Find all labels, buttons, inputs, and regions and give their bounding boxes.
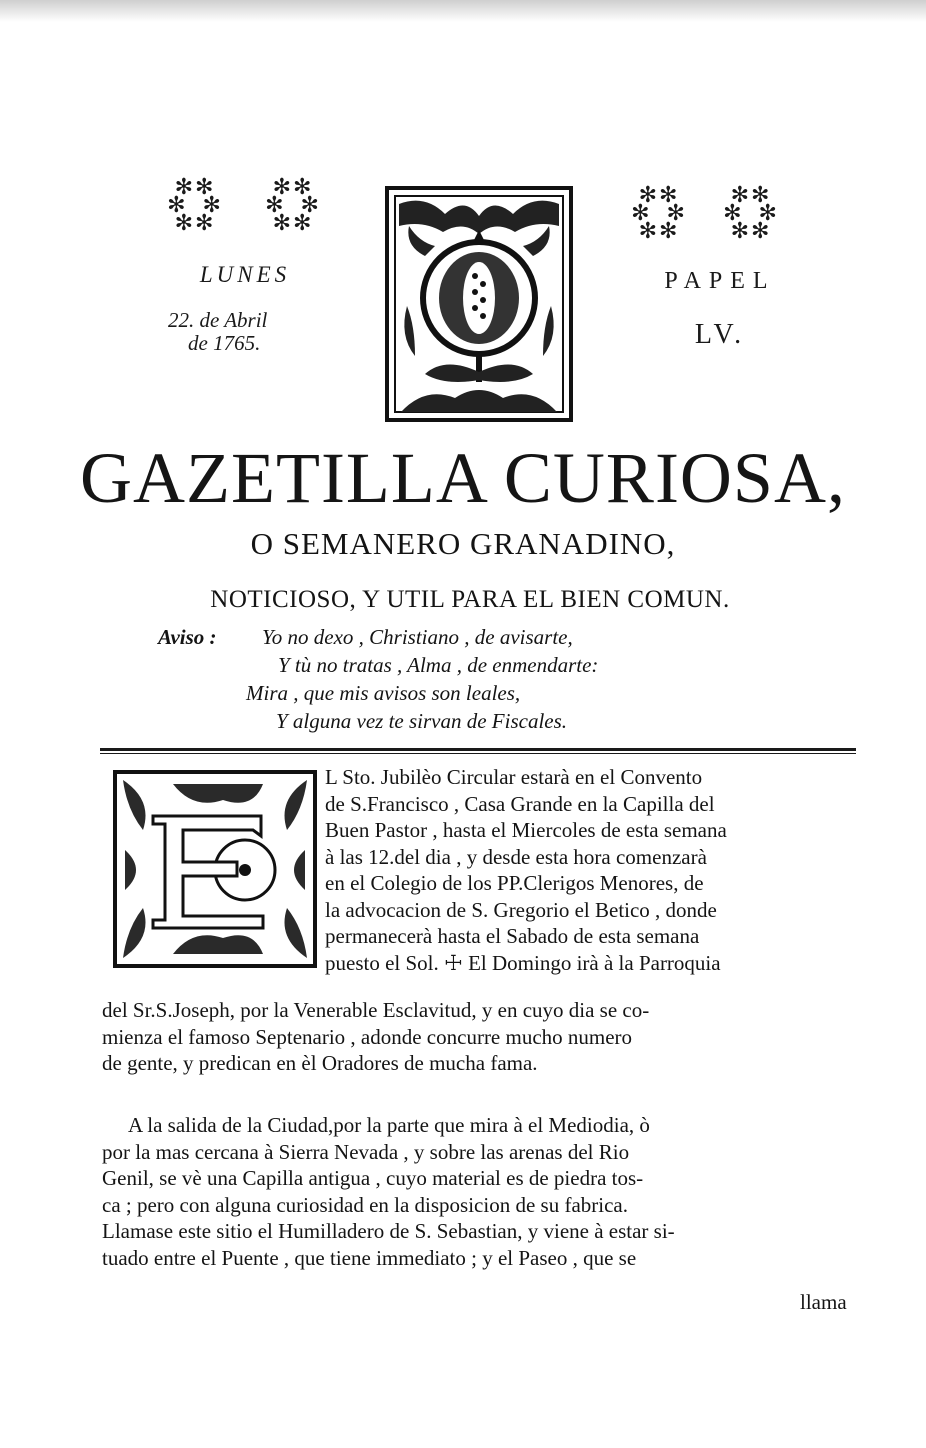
- pomegranate-woodcut: [385, 186, 573, 422]
- divider: [100, 753, 856, 754]
- divider: [100, 748, 856, 751]
- catchword: llama: [800, 1290, 847, 1314]
- issue-date: [160, 262, 330, 356]
- text-line: Genil, se vè una Capilla antigua , cuyo material es de piedra tos-: [102, 1166, 644, 1190]
- aviso-label: Aviso :: [158, 625, 217, 649]
- issue-date-line1: 22. de Abril: [168, 308, 268, 332]
- text-line: por la mas cercana à Sierra Nevada , y sobre las arenas del Rio: [102, 1139, 630, 1164]
- verse-line: Yo no dexo , Christiano , de avisarte,: [262, 625, 573, 649]
- page-tagline: NOTICIOSO, Y UTIL PARA EL BIEN COMUN.: [210, 586, 730, 613]
- star-cluster-icon: ✻✻ ✻ ✻ ✻✻: [631, 182, 687, 243]
- decorated-initial-E: [113, 770, 317, 968]
- star-cluster-icon: ✻✻ ✻ ✻ ✻✻: [167, 174, 223, 235]
- paper-number: LV.: [694, 319, 746, 350]
- text-line: permanecerà hasta el Sabado de esta semana: [325, 924, 700, 948]
- paragraph-1-lines: [325, 764, 853, 976]
- paragraph-2: [102, 1112, 853, 1271]
- text-line: Buen Pastor , hasta el Miercoles de esta semana: [325, 818, 727, 842]
- paragraph-1-continued: [102, 997, 853, 1077]
- text-line: A la salida de la Ciudad,por la parte que mira à el Mediodia, ò: [128, 1113, 650, 1137]
- text-line: de gente, y predican en èl Oradores de mucha fama.: [102, 1051, 538, 1075]
- text-line: puesto el Sol. ☩ El Domingo irà à la Parroquia: [325, 950, 721, 975]
- star-cluster-icon: ✻✻ ✻ ✻ ✻✻: [723, 182, 779, 243]
- page-subtitle: O SEMANERO GRANADINO,: [250, 526, 676, 561]
- scan-shadow: [0, 0, 926, 22]
- text-line: Llamase este sitio el Humilladero de S. Sebastian, y viene à estar si-: [102, 1219, 675, 1243]
- verse-line: Mira , que mis avisos son leales,: [246, 681, 521, 705]
- paper-label: PAPEL: [664, 268, 776, 294]
- issue-number: [620, 268, 820, 351]
- text-line: à las 12.del dia , y desde esta hora comenzarà: [325, 844, 707, 869]
- text-line: de S.Francisco , Casa Grande en la Capilla del: [325, 791, 715, 816]
- text-line: mienza el famoso Septenario , adonde concurre mucho numero: [102, 1024, 633, 1049]
- text-line: en el Colegio de los PP.Clerigos Menores, de: [325, 871, 704, 895]
- verse-line: Y alguna vez te sirvan de Fiscales.: [276, 709, 568, 733]
- issue-day: LUNES: [199, 262, 291, 287]
- text-line: tuado entre el Puente , que tiene immediato ; y el Paseo , que se: [102, 1245, 637, 1270]
- text-line: ca ; pero con alguna curiosidad en la disposicion de su fabrica.: [102, 1192, 628, 1217]
- page-title: GAZETILLA CURIOSA,: [80, 438, 846, 518]
- star-cluster-icon: ✻✻ ✻ ✻ ✻✻: [265, 174, 321, 235]
- issue-date-line2: de 1765.: [188, 331, 261, 355]
- text-line: L Sto. Jubilèo Circular estarà en el Convento: [325, 765, 703, 789]
- verse-line: Y tù no tratas , Alma , de enmendarte:: [278, 653, 599, 677]
- text-line: la advocacion de S. Gregorio el Betico , donde: [325, 897, 717, 922]
- text-line: del Sr.S.Joseph, por la Venerable Esclavitud, y en cuyo dia se co-: [102, 998, 650, 1022]
